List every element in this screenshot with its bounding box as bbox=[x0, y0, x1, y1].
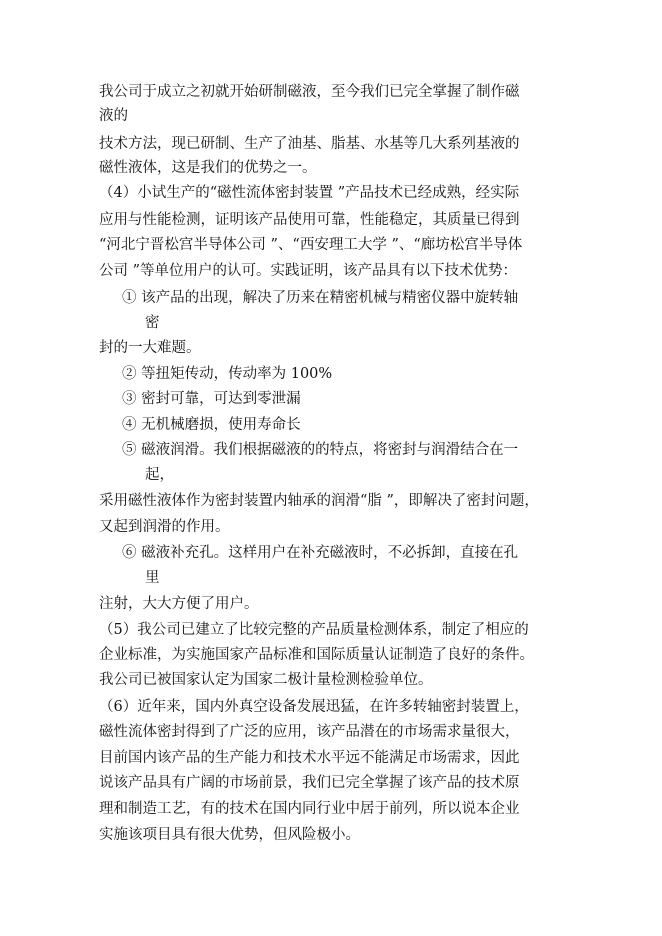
text-line: 理和制造工艺，有的技术在国内同行业中居于前列，所以说本企业 bbox=[99, 801, 520, 817]
text-line: （6）近年来，国内外真空设备发展迅猛，在许多转轴密封装置上， bbox=[99, 699, 529, 715]
text-line: 公司 ”等单位用户的认可。实践证明，该产品具有以下技术优势： bbox=[99, 263, 518, 279]
text-line: 封的一大难题。 bbox=[99, 340, 201, 356]
text-line: 企业标准，为实施国家产品标准和国际质量认证制造了良好的条件。 bbox=[99, 647, 534, 663]
text-line: （5）我公司已建立了比较完整的产品质量检测体系，制定了相应的 bbox=[99, 622, 529, 638]
text-line: 说该产品具有广阔的市场前景，我们已完全掌握了该产品的技术原 bbox=[99, 775, 520, 791]
list-item: ⑥ 磁液补充孔。这样用户在补充磁液时，不必拆卸，直接在孔 bbox=[122, 545, 519, 561]
text-line: 起， bbox=[145, 467, 174, 483]
list-item: ② 等扭矩传动，传动率为 100% bbox=[122, 366, 333, 382]
text-line: 我公司于成立之初就开始研制磁液，至今我们已完全掌握了制作磁 bbox=[99, 84, 520, 100]
text-line: 液的 bbox=[99, 108, 128, 124]
text-line: “河北宁晋松宫半导体公司 ”、“西安理工大学 ”、“廊坊松宫半导体 bbox=[99, 237, 523, 253]
list-item: ③ 密封可靠，可达到零泄漏 bbox=[122, 391, 301, 407]
text-line: 我公司已被国家认定为国家二极计量检测检验单位。 bbox=[99, 672, 433, 688]
text-line: 磁性流体密封得到了广泛的应用，该产品潜在的市场需求量很大， bbox=[99, 724, 520, 740]
text-line: 里 bbox=[145, 570, 160, 586]
text-line: 技术方法，现已研制、生产了油基、脂基、水基等几大系列基液的 bbox=[99, 136, 520, 152]
text-line: 又起到润滑的作用。 bbox=[99, 519, 230, 535]
text-line: 采用磁性液体作为密封装置内轴承的润滑“脂 ”，即解决了密封问题， bbox=[99, 493, 539, 509]
list-item: ① 该产品的出现，解决了历来在精密机械与精密仪器中旋转轴 bbox=[122, 290, 519, 306]
list-item: ④ 无机械磨损，使用寿命长 bbox=[122, 417, 301, 433]
text-line: 磁性液体，这是我们的优势之一。 bbox=[99, 160, 317, 176]
text-line: 目前国内该产品的生产能力和技术水平远不能满足市场需求，因此 bbox=[99, 750, 520, 766]
text-line: 实施该项目具有很大优势，但风险极小。 bbox=[99, 827, 360, 843]
text-line: （4）小试生产的“磁性流体密封装置 ”产品技术已经成熟，经实际 bbox=[99, 185, 520, 201]
text-line: 密 bbox=[145, 315, 160, 331]
text-line: 注射，大大方便了用户。 bbox=[99, 596, 259, 612]
list-item: ⑤ 磁液润滑。我们根据磁液的的特点，将密封与润滑结合在一 bbox=[122, 442, 519, 458]
text-line: 应用与性能检测，证明该产品使用可靠，性能稳定，其质量已得到 bbox=[99, 212, 520, 228]
